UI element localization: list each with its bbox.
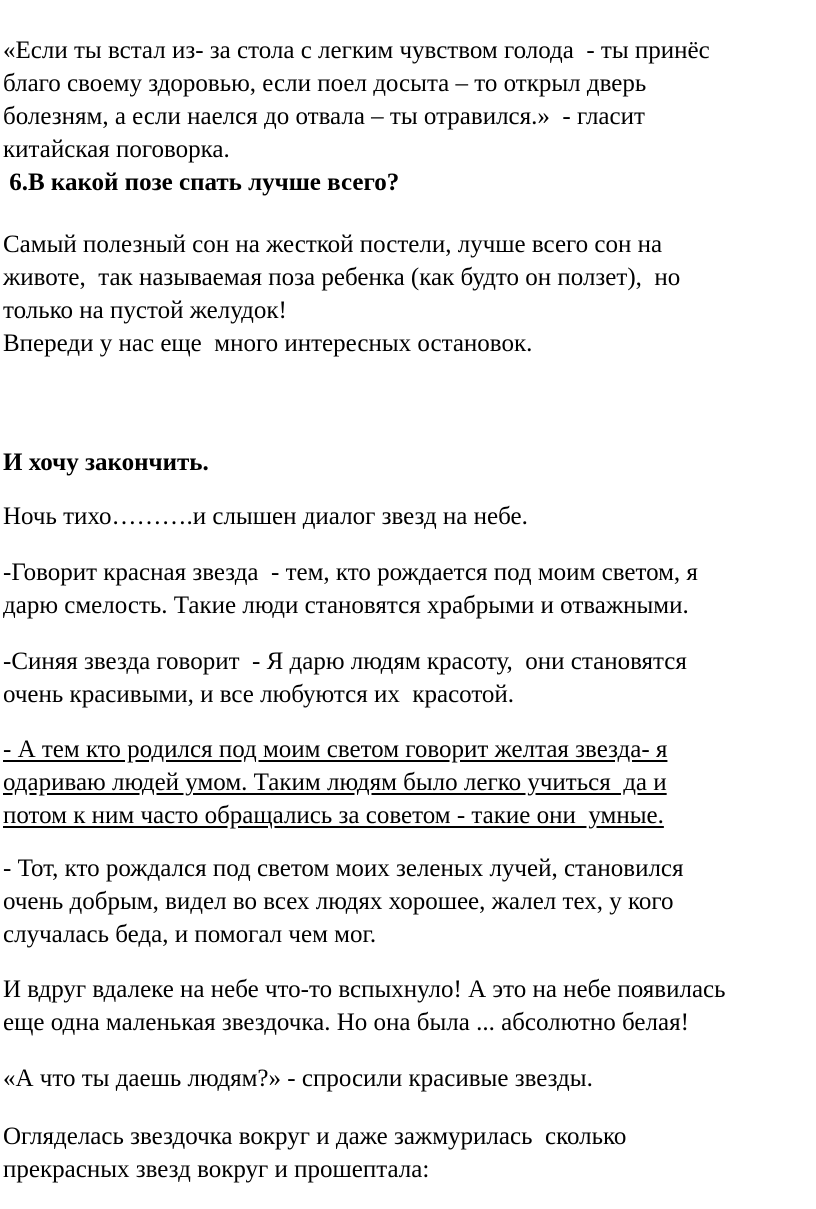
text-line: - А тем кто родился под моим светом говорит желтая звезда- я [3, 736, 668, 763]
text-line: животе, так называемая поза ребенка (как будто он ползет), но [3, 264, 681, 291]
question-paragraph [3, 1062, 816, 1095]
sleep-paragraph [3, 228, 816, 360]
text-line: случалась беда, и помогал чем мог. [3, 921, 377, 948]
white-star-paragraph [3, 973, 816, 1039]
text-line: -Синяя звезда говорит - Я дарю людям красоту, они становятся [3, 648, 687, 675]
heading-text: И хочу закончить. [3, 449, 209, 476]
text-line: болезням, а если наелся до отвала – ты отравился.» - гласит [3, 103, 645, 130]
text-line: Самый полезный сон на жесткой постели, лучше всего сон на [3, 231, 663, 258]
yellow-star-paragraph [3, 733, 816, 832]
text-line: И вдруг вдалеке на небе что-то вспыхнуло! А это на небе появилась [3, 976, 726, 1003]
text-line: -Говорит красная звезда - тем, кто рождается под моим светом, я [3, 559, 698, 586]
proverb-paragraph [3, 34, 816, 166]
night-paragraph [3, 500, 816, 533]
text-line: - Тот, кто рождался под светом моих зеленых лучей, становился [3, 855, 684, 882]
whisper-paragraph [3, 1120, 816, 1186]
green-star-paragraph [3, 852, 816, 951]
text-line: очень добрым, видел во всех людях хорошее, жалел тех, у кого [3, 888, 674, 915]
blue-star-paragraph [3, 645, 816, 711]
text-line: очень красивыми, и все любуются их красотой. [3, 681, 515, 708]
section-heading-conclusion [3, 446, 816, 479]
text-line: «Если ты встал из- за стола с легким чувством голода - ты принёс [3, 37, 710, 64]
text-line: Впереди у нас еще много интересных остановок. [3, 330, 533, 357]
text-line: только на пустой желудок! [3, 297, 287, 324]
section-heading-sleep-pose [3, 166, 816, 199]
text-line: Ночь тихо……….и слышен диалог звезд на небе. [3, 503, 528, 530]
text-line: Огляделась звездочка вокруг и даже зажмурилась сколько [3, 1123, 627, 1150]
heading-text: 6.В какой позе спать лучше всего? [3, 169, 400, 196]
text-line: потом к ним часто обращались за советом - такие они умные. [3, 802, 664, 829]
text-line: прекрасных звезд вокруг и прошептала: [3, 1156, 430, 1183]
text-line: «А что ты даешь людям?» - спросили красивые звезды. [3, 1065, 593, 1092]
red-star-paragraph [3, 556, 816, 622]
text-line: одариваю людей умом. Таким людям было легко учиться да и [3, 769, 667, 796]
text-line: еще одна маленькая звездочка. Но она была ... абсолютно белая! [3, 1009, 689, 1036]
text-line: благо своему здоровью, если поел досыта – то открыл дверь [3, 70, 647, 97]
text-line: китайская поговорка. [3, 136, 230, 163]
text-line: дарю смелость. Такие люди становятся храбрыми и отважными. [3, 592, 689, 619]
